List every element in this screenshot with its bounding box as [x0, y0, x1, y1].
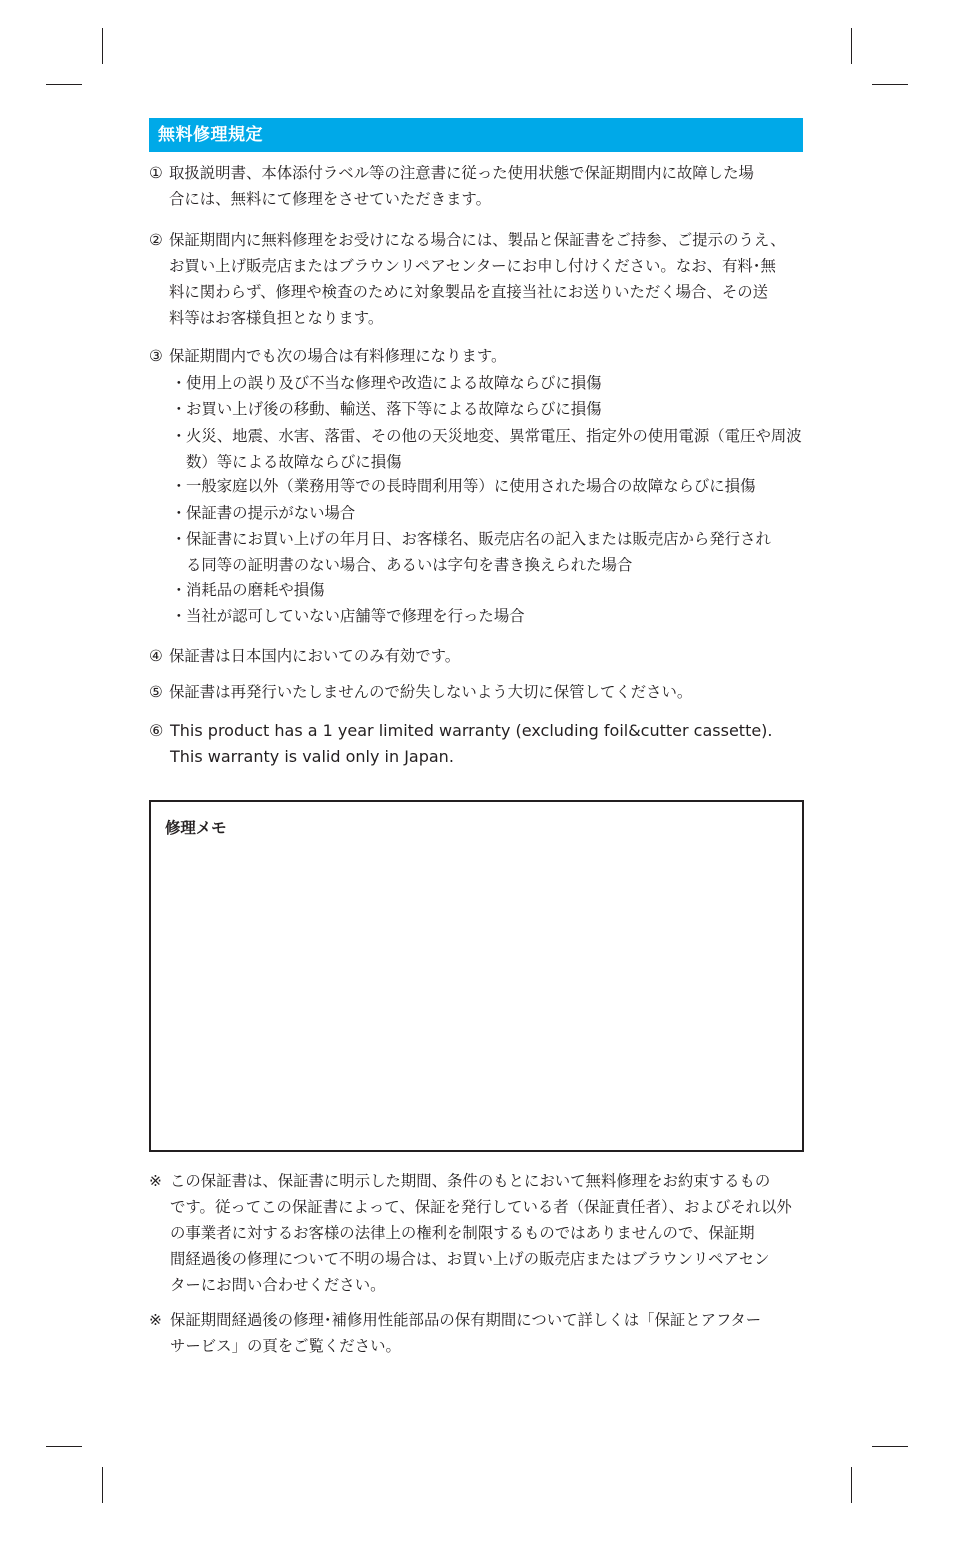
item-number: ⑥	[149, 721, 164, 740]
item-text-line: 料に関わらず、修理や検査のために対象製品を直接当社にお送りいただく場合、その送	[169, 283, 769, 301]
note-text-line: 間経過後の修理について不明の場合は、お買い上げの販売店またはブラウンリペアセン	[170, 1250, 770, 1268]
note-text-line: 保証期間経過後の修理･補修用性能部品の保有期間について詳しくは「保証とアフター	[170, 1311, 762, 1329]
item-text-line: 保証期間内でも次の場合は有料修理になります。	[169, 347, 507, 365]
sub-list-item	[175, 577, 805, 603]
sub-item-text-line: お買い上げ後の移動、輸送、落下等による故障ならびに損傷	[186, 400, 602, 418]
item-number: ②	[149, 231, 163, 249]
crop-mark-top-right-h	[872, 84, 908, 85]
note-text-line: この保証書は、保証書に明示した期間、条件のもとにおいて無料修理をお約束するもの	[170, 1172, 771, 1190]
sub-item-text-line: 当社が認可していない店舗等で修理を行った場合	[186, 607, 525, 625]
item-text-line: 保証書は日本国内においてのみ有効です。	[169, 647, 461, 665]
crop-mark-top-left-v	[102, 28, 103, 64]
crop-mark-bottom-left-v	[102, 1467, 103, 1503]
list-item	[149, 160, 805, 212]
item-text-line: 取扱説明書、本体添付ラベル等の注意書に従った使用状態で保証期間内に故障した場	[169, 164, 754, 182]
sub-item-text-line: 消耗品の磨耗や損傷	[186, 581, 325, 599]
crop-mark-bottom-left-h	[46, 1446, 82, 1447]
note-mark: ※	[149, 1311, 162, 1329]
list-item-english	[149, 718, 805, 770]
bullet: ･	[175, 504, 183, 522]
item-text-line: 合には、無料にて修理をさせていただきます。	[169, 190, 491, 208]
section-heading: 無料修理規定	[149, 118, 803, 152]
sub-item-text-line: 火災、地震、水害、落雷、その他の天災地変、異常電圧、指定外の使用電源（電圧や周波	[186, 427, 802, 445]
bullet: ･	[175, 400, 183, 418]
sub-list-item	[175, 396, 805, 422]
item-number: ⑤	[149, 683, 163, 701]
list-item	[149, 227, 805, 331]
note-text-line: サービス」の頁をご覧ください。	[170, 1337, 401, 1355]
note-text-line: の事業者に対するお客様の法律上の権利を制限するものではありませんので、保証期	[170, 1224, 755, 1242]
footnote	[149, 1168, 805, 1298]
sub-list-item	[175, 473, 805, 499]
note-text-line: です。従ってこの保証書によって、保証を発行している者（保証責任者）、およびそれ以外	[170, 1198, 792, 1216]
crop-mark-top-left-h	[46, 84, 82, 85]
bullet: ･	[175, 530, 183, 548]
sub-list-item	[175, 370, 805, 396]
crop-mark-top-right-v	[851, 28, 852, 64]
item-number: ③	[149, 347, 163, 365]
item-text-line: This warranty is valid only in Japan.	[170, 747, 454, 766]
note-text-line: ターにお問い合わせください。	[170, 1276, 386, 1294]
memo-title: 修理メモ	[165, 819, 227, 837]
bullet: ･	[175, 607, 183, 625]
item-text-line: 料等はお客様負担となります。	[169, 309, 384, 327]
bullet: ･	[175, 581, 183, 599]
sub-list-item	[175, 603, 805, 629]
sub-item-text-line: 使用上の誤り及び不当な修理や改造による故障ならびに損傷	[186, 374, 602, 392]
item-text-line: 保証書は再発行いたしませんので紛失しないよう大切に保管してください。	[169, 683, 693, 701]
list-item	[149, 343, 805, 369]
item-text-line: This product has a 1 year limited warranty (excluding foil&cutter cassette).	[170, 721, 773, 740]
sub-list-item	[175, 526, 805, 578]
sub-item-text-line: 一般家庭以外（業務用等での長時間利用等）に使用された場合の故障ならびに損傷	[186, 477, 756, 495]
crop-mark-bottom-right-v	[851, 1467, 852, 1503]
repair-memo-box	[149, 800, 804, 1152]
crop-mark-bottom-right-h	[872, 1446, 908, 1447]
sub-item-text-line: 保証書の提示がない場合	[186, 504, 356, 522]
bullet: ･	[175, 477, 183, 495]
bullet: ･	[175, 427, 183, 445]
note-mark: ※	[149, 1172, 162, 1190]
sub-item-text-line: 数）等による故障ならびに損傷	[186, 453, 402, 471]
item-text-line: 保証期間内に無料修理をお受けになる場合には、製品と保証書をご持参、ご提示のうえ、	[169, 231, 786, 249]
bullet: ･	[175, 374, 183, 392]
list-item	[149, 643, 805, 669]
item-text-line: お買い上げ販売店またはブラウンリペアセンターにお申し付けください。なお、有料･無	[169, 257, 776, 275]
footnote	[149, 1307, 805, 1359]
sub-item-text-line: 保証書にお買い上げの年月日、お客様名、販売店名の記入または販売店から発行され	[186, 530, 771, 548]
sub-list-item	[175, 500, 805, 526]
item-number: ①	[149, 164, 163, 182]
sub-item-text-line: る同等の証明書のない場合、あるいは字句を書き換えられた場合	[186, 556, 633, 574]
list-item	[149, 679, 805, 705]
sub-list-item	[175, 423, 805, 475]
item-number: ④	[149, 647, 163, 665]
